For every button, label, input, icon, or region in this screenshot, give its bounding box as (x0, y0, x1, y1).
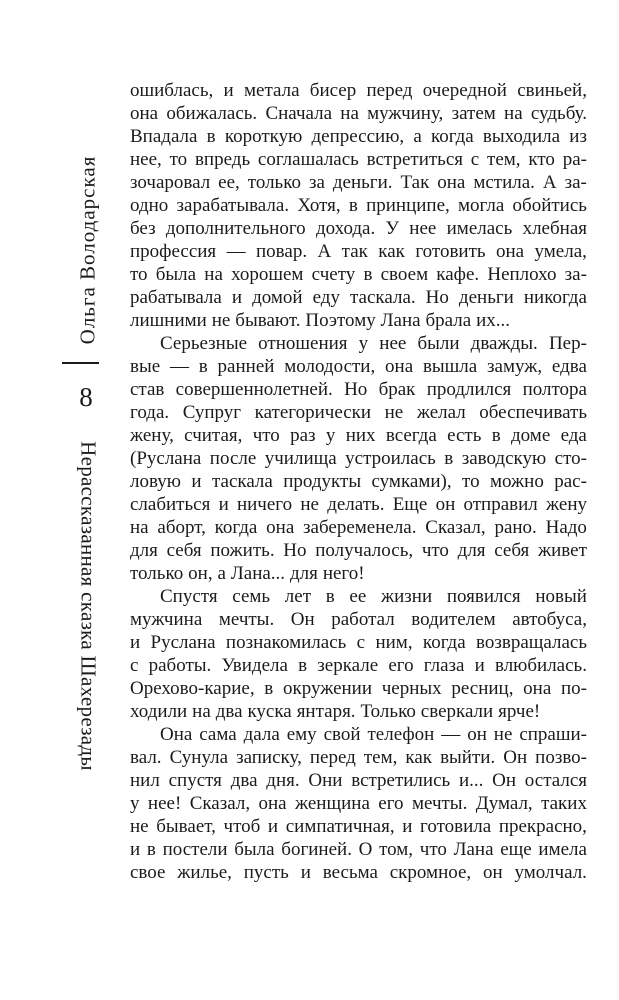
text-line: Орехово-карие, в окружении черных ресниц, она по- (130, 678, 587, 699)
text-line: на аборт, когда она забеременела. Сказал, рано. Надо (130, 517, 587, 538)
text-line: без дополнительного дохода. У нее имелась хлебная (130, 218, 587, 239)
text-line: зочаровал ее, только за деньги. Так она мстила. А за- (130, 172, 587, 193)
text-line: вые — в ранней молодости, она вышла замуж, едва (130, 356, 587, 377)
text-line: слабиться и ничего не делать. Еще он отправил жену (130, 494, 587, 515)
text-line: нил спустя два дня. Они встретились и... Он остался (130, 770, 587, 791)
text-line: только он, а Лана... для него! (130, 563, 365, 584)
page-number: 8 (79, 382, 93, 412)
author-name-vertical: Ольга Володарская (75, 155, 100, 345)
text-line: года. Супруг категорически не желал обеспечивать (130, 402, 587, 423)
text-line: лишними не бывают. Поэтому Лана брала их... (130, 310, 511, 331)
text-line: и в постели была богиней. О том, что Лана еще имела (130, 839, 587, 860)
text-line: и Руслана познакомилась с ним, когда возвращалась (130, 632, 587, 653)
text-line: мужчина мечты. Он работал водителем автобуса, (130, 609, 587, 630)
text-line: ловую и таскала продукты сумками), то можно рас- (130, 471, 587, 492)
text-line: Впадала в короткую депрессию, а когда выходила из (130, 126, 587, 147)
text-line: свое жилье, пусть и весьма скромное, он умолчал. (130, 862, 587, 883)
text-line: Серьезные отношения у нее были дважды. Пер- (160, 333, 587, 354)
text-line: ошиблась, и метала бисер перед очередной свиньей, (130, 80, 587, 101)
text-line: вал. Сунула записку, перед тем, как выйти. Он позво- (130, 747, 587, 768)
text-block (130, 79, 587, 884)
text-line: рабатывала и домой еду таскала. Но деньги никогда (130, 287, 587, 308)
text-line: профессия — повар. А так как готовить она умела, (130, 241, 587, 262)
text-line: став совершеннолетней. Но брак продлился полтора (130, 379, 587, 400)
text-line: Она сама дала ему свой телефон — он не спраши- (160, 724, 587, 745)
text-line: для себя пожить. Но получалось, что для себя живет (130, 540, 587, 561)
divider-rule (62, 362, 99, 364)
text-line: то была на хорошем счету в своем кафе. Неплохо за- (130, 264, 587, 285)
book-title-vertical: Нерассказанная сказка Шахерезады (76, 441, 101, 771)
text-line: ходили на два куска янтаря. Только сверкали ярче! (130, 701, 541, 722)
text-line: (Руслана после училища устроилась в заводскую сто- (130, 448, 587, 469)
text-line: нее, то впредь соглашалась встретиться с тем, кто ра- (130, 149, 587, 170)
text-line: одно зарабатывала. Хотя, в принципе, могла обойтись (130, 195, 587, 216)
text-line: с работы. Увидела в зеркале его глаза и влюбилась. (130, 655, 587, 676)
text-line: Спустя семь лет в ее жизни появился новый (160, 586, 587, 607)
text-line: не бывает, чтоб и симпатичная, и готовила прекрасно, (130, 816, 587, 837)
text-line: у нее! Сказал, она женщина его мечты. Думал, таких (130, 793, 587, 814)
text-line: она обижалась. Сначала на мужчину, затем на судьбу. (130, 103, 587, 124)
text-line: жену, считая, что раз у них всегда есть в доме еда (130, 425, 587, 446)
